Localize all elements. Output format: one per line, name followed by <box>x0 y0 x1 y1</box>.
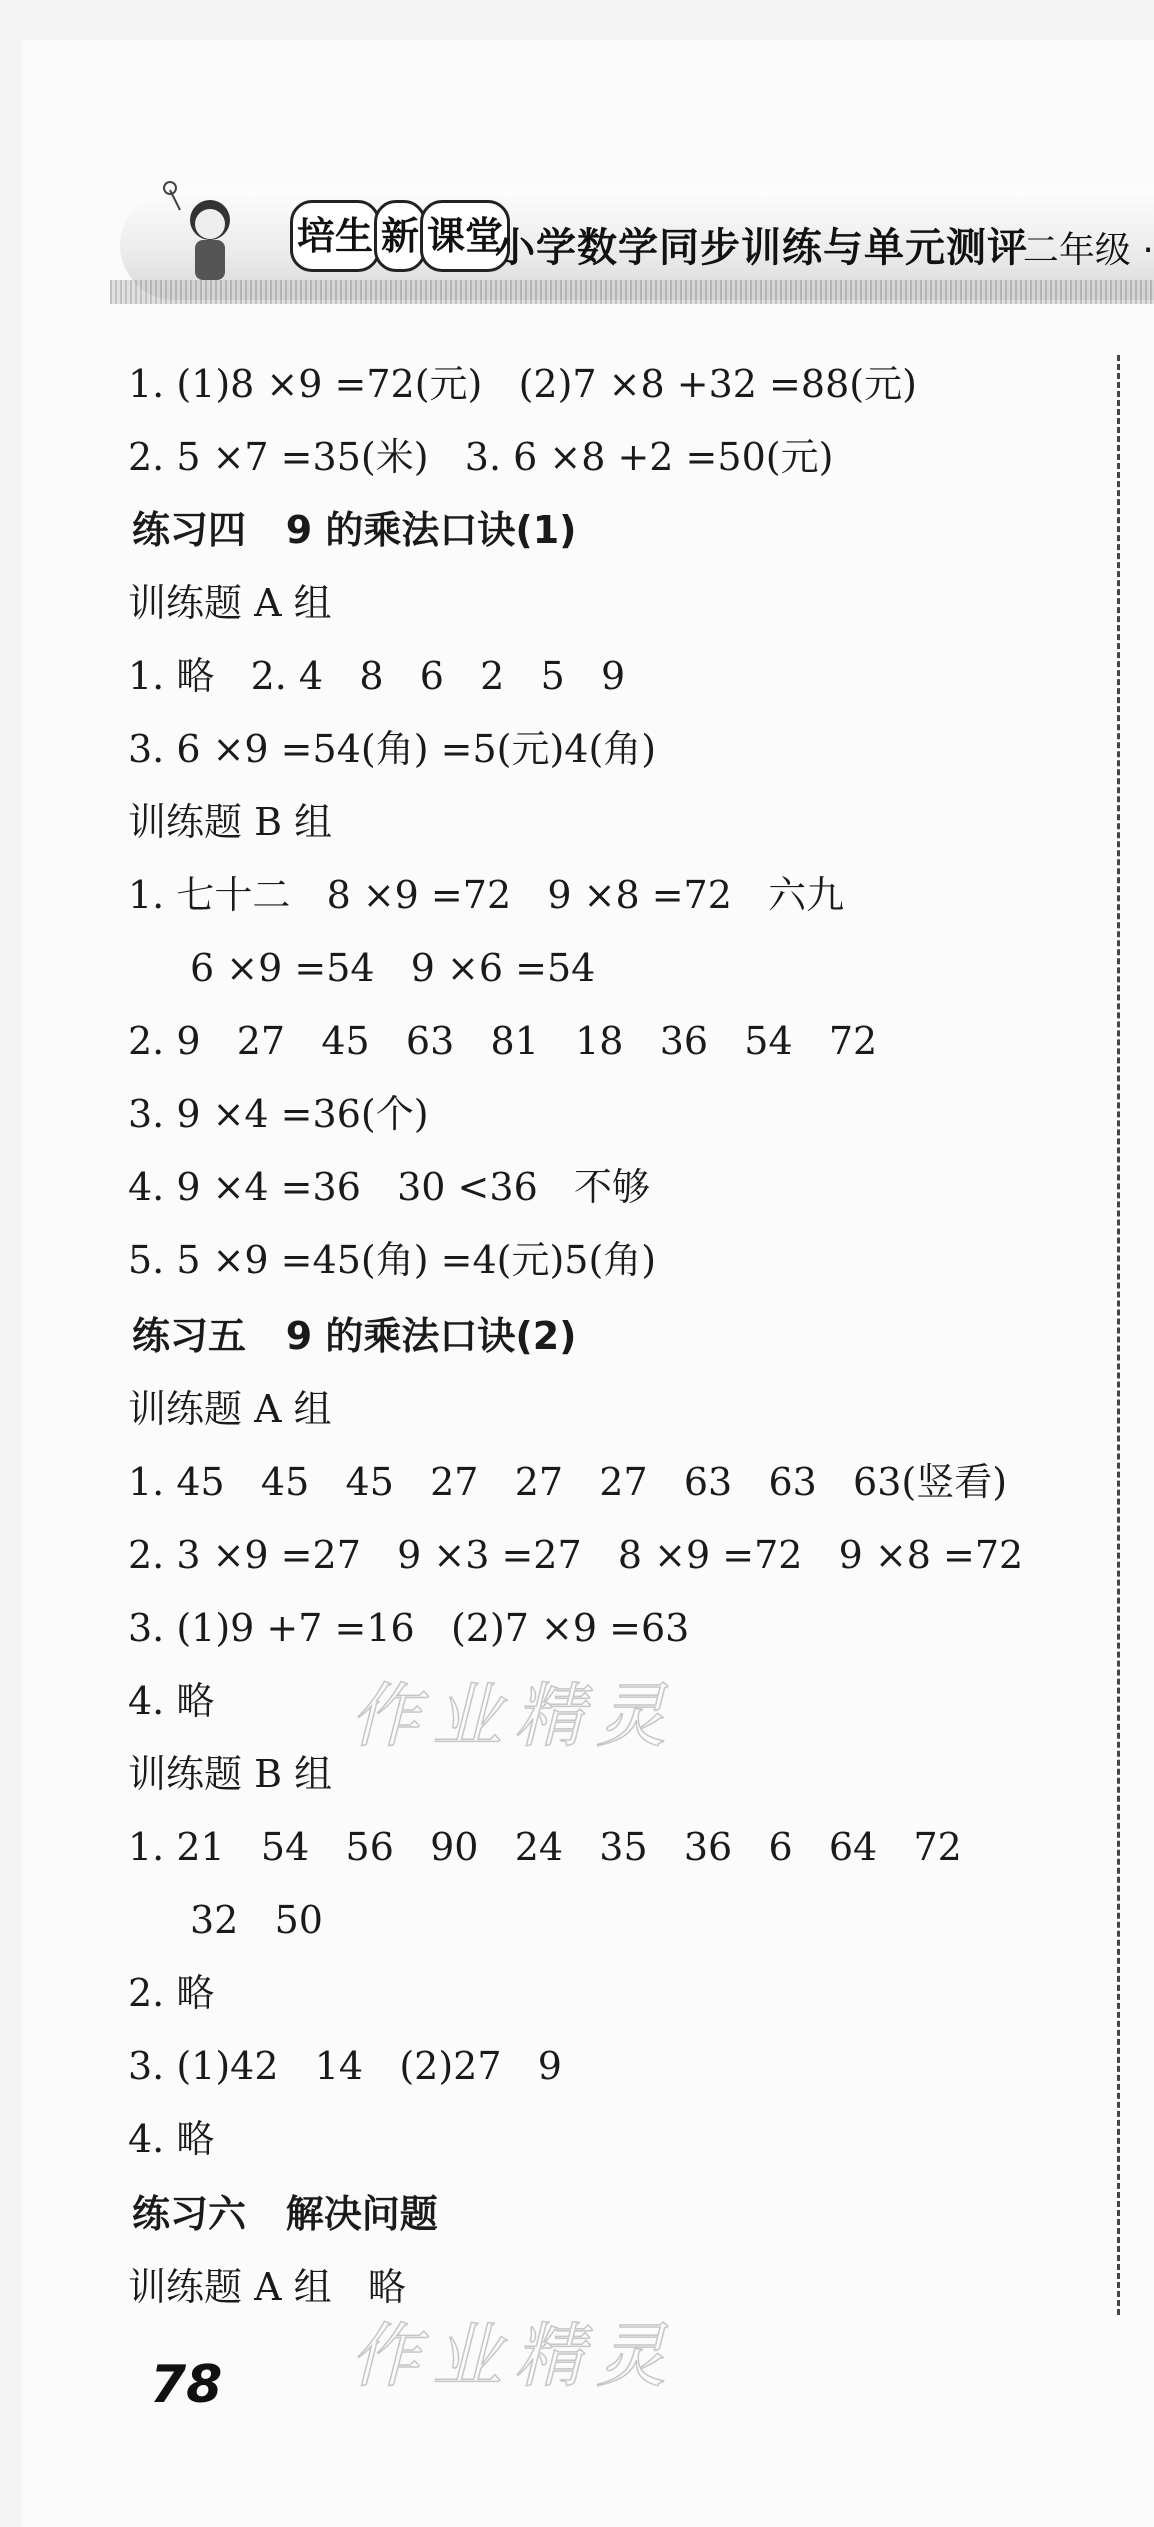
watermark: 作业精灵 <box>350 1675 678 1757</box>
answer-line: 3. (1)42 14 (2)27 9 <box>128 2044 562 2088</box>
answer-line: 3. 9 ×4 =36(个) <box>128 1092 429 1136</box>
answer-line: 3. 6 ×9 =54(角) =5(元)4(角) <box>128 727 657 771</box>
series-title: 小学数学同步训练与单元测评 <box>495 225 1028 271</box>
answer-line: 1. 七十二 8 ×9 =72 9 ×8 =72 六九 <box>128 873 845 917</box>
section-heading: 练习四 9 的乘法口诀(1) <box>132 508 577 552</box>
brand-part-3: 课堂 <box>420 200 510 272</box>
answer-line: 4. 略 <box>128 2117 215 2161</box>
group-heading: 训练题 A 组 <box>128 1387 332 1431</box>
section-heading: 练习五 9 的乘法口诀(2) <box>132 1314 577 1358</box>
section-heading: 练习六 解决问题 <box>132 2192 438 2236</box>
answer-line: 4. 9 ×4 =36 30 <36 不够 <box>128 1165 650 1209</box>
grade-label: · 二年级 · <box>1000 230 1154 271</box>
answer-line: 2. 3 ×9 =27 9 ×3 =27 8 ×9 =72 9 ×8 =72 <box>128 1533 1024 1577</box>
answer-line: 2. 9 27 45 63 81 18 36 54 72 <box>128 1019 878 1063</box>
answer-line: 1. 45 45 45 27 27 27 63 63 63(竖看) <box>128 1460 1008 1504</box>
answer-line: 4. 略 <box>128 1679 215 1723</box>
answer-line: 1. 略 2. 4 8 6 2 5 9 <box>128 654 626 698</box>
answer-line-continued: 32 50 <box>190 1898 323 1942</box>
answer-line: 1. (1)8 ×9 =72(元) (2)7 ×8 +32 =88(元) <box>128 362 917 406</box>
answer-line: 3. (1)9 +7 =16 (2)7 ×9 =63 <box>128 1606 690 1650</box>
answer-line-continued: 6 ×9 =54 9 ×6 =54 <box>190 946 596 990</box>
answer-line: 2. 略 <box>128 1971 215 2015</box>
page-number: 78 <box>150 2355 223 2415</box>
group-heading: 训练题 B 组 <box>128 800 333 844</box>
brand-part-1: 培生 <box>290 200 380 272</box>
brand-part-2: 新 <box>374 200 426 272</box>
group-heading: 训练题 B 组 <box>128 1752 333 1796</box>
watermark: 作业精灵 <box>350 2315 678 2397</box>
answer-line: 5. 5 ×9 =45(角) =4(元)5(角) <box>128 1238 657 1282</box>
answer-line: 1. 21 54 56 90 24 35 36 6 64 72 <box>128 1825 962 1869</box>
group-heading: 训练题 A 组 <box>128 581 332 625</box>
answer-line: 2. 5 ×7 =35(米) 3. 6 ×8 +2 =50(元) <box>128 435 834 479</box>
group-heading: 训练题 A 组 略 <box>128 2265 406 2309</box>
